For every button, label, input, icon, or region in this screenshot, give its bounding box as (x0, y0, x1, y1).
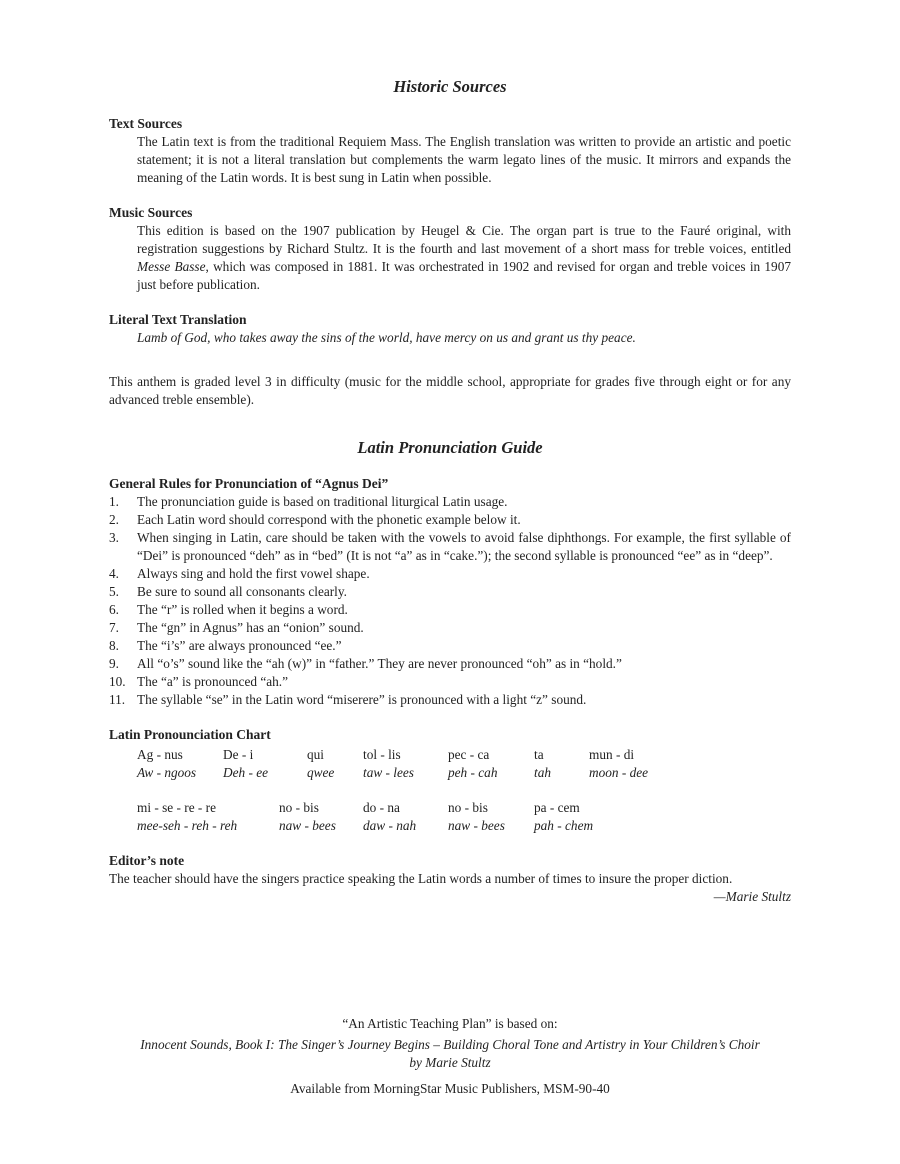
chart-row-latin-2 (137, 799, 791, 817)
rule-number: 4. (109, 566, 119, 581)
editors-note-heading: Editor’s note (109, 853, 185, 868)
footer-publisher: Available from MorningStar Music Publishers, MSM-90-40 (290, 1081, 610, 1096)
chart-phonetic-word: daw - nah (363, 818, 417, 833)
page-content (109, 78, 791, 906)
chart-latin-word: mun - di (589, 747, 635, 762)
editors-signature: —Marie Stultz (713, 889, 791, 904)
rule-number: 9. (109, 656, 119, 671)
rule-number: 10. (109, 674, 126, 689)
chart-latin-word: ta (534, 747, 544, 762)
chart-latin-word: Ag - nus (137, 747, 183, 762)
messe-basse-title: Messe Basse (137, 259, 206, 274)
music-sources-heading: Music Sources (109, 205, 193, 220)
chart-latin-word: tol - lis (363, 747, 401, 762)
rule-text: The syllable “se” in the Latin word “miserere” is pronounced with a light “z” sound. (137, 692, 587, 707)
chart-phonetic-word: naw - bees (279, 818, 336, 833)
rule-text: Always sing and hold the first vowel shape. (137, 566, 370, 581)
rule-number: 8. (109, 638, 119, 653)
chart-latin-word: pa - cem (534, 800, 580, 815)
chart-phonetic-word: naw - bees (448, 818, 505, 833)
chart-phonetic-word: tah (534, 765, 551, 780)
chart-phonetic-word: moon - dee (589, 765, 649, 780)
list-item (109, 655, 791, 673)
list-item (109, 529, 791, 565)
rule-text: The “r” is rolled when it begins a word. (137, 602, 348, 617)
list-item (109, 493, 791, 511)
list-item (109, 511, 791, 529)
literal-translation-body: Lamb of God, who takes away the sins of the world, have mercy on us and grant us thy peace. (137, 330, 636, 345)
general-rules-heading: General Rules for Pronunciation of “Agnus Dei” (109, 476, 389, 491)
historic-sources-title: Historic Sources (393, 77, 507, 96)
footer-based-on: “An Artistic Teaching Plan” is based on: (342, 1016, 558, 1031)
chart-latin-word: mi - se - re - re (137, 800, 217, 815)
chart-phonetic-word: mee-seh - reh - reh (137, 818, 238, 833)
chart-latin-word: do - na (363, 800, 400, 815)
chart-phonetic-word: taw - lees (363, 765, 414, 780)
text-sources-heading: Text Sources (109, 116, 183, 131)
footer-author: by Marie Stultz (409, 1055, 491, 1070)
rule-text: The pronunciation guide is based on traditional liturgical Latin usage. (137, 494, 508, 509)
chart-latin-word: qui (307, 747, 324, 762)
rule-text: Be sure to sound all consonants clearly. (137, 584, 347, 599)
rule-text: When singing in Latin, care should be taken with the vowels to avoid false diphthongs. For example, the first syllable of “Dei” is pronounced “deh” as in “bed” (It is not “a” as in “cake.”); the second syllable is pronounced “ee” as in “deep”. (137, 530, 791, 563)
chart-row-latin-1 (137, 746, 791, 764)
rule-text: Each Latin word should correspond with the phonetic example below it. (137, 512, 521, 527)
pronunciation-chart-heading: Latin Pronounciation Chart (109, 727, 271, 742)
rule-text: The “i’s” are always pronounced “ee.” (137, 638, 342, 653)
chart-latin-word: no - bis (279, 800, 319, 815)
editors-note-body: The teacher should have the singers practice speaking the Latin words a number of times to insure the proper diction. (109, 871, 733, 886)
music-sources-body-part2: , which was composed in 1881. It was orchestrated in 1902 and revised for organ and treble voices in 1907 just before publication. (137, 259, 791, 292)
rule-text: All “o’s” sound like the “ah (w)” in “father.” They are never pronounced “oh” as in “hold.” (137, 656, 622, 671)
chart-phonetic-word: qwee (307, 765, 335, 780)
grade-note: This anthem is graded level 3 in difficulty (music for the middle school, appropriate for grades five through eight or for any advanced treble ensemble). (109, 374, 791, 407)
chart-row-phonetic-1 (137, 764, 791, 782)
list-item (109, 619, 791, 637)
chart-row-phonetic-2 (137, 817, 791, 835)
rules-list (109, 493, 791, 709)
list-item (109, 583, 791, 601)
chart-phonetic-word: peh - cah (448, 765, 498, 780)
rule-number: 3. (109, 530, 119, 545)
rule-number: 7. (109, 620, 119, 635)
rule-number: 5. (109, 584, 119, 599)
chart-latin-word: De - i (223, 747, 254, 762)
list-item (109, 565, 791, 583)
rule-number: 6. (109, 602, 119, 617)
rule-text: The “a” is pronounced “ah.” (137, 674, 288, 689)
list-item (109, 691, 791, 709)
rule-text: The “gn” in Agnus” has an “onion” sound. (137, 620, 364, 635)
rule-number: 11. (109, 692, 126, 707)
chart-latin-word: pec - ca (448, 747, 490, 762)
pronunciation-chart (109, 746, 791, 835)
chart-phonetic-word: Aw - ngoos (137, 765, 197, 780)
music-sources-body-part1: This edition is based on the 1907 publication by Heugel & Cie. The organ part is true to the Fauré original, with registration suggestions by Richard Stultz. It is the fourth and last movement of a short mass for treble voices, entitled (137, 223, 791, 256)
chart-phonetic-word: Deh - ee (223, 765, 269, 780)
text-sources-body: The Latin text is from the traditional Requiem Mass. The English translation was written to provide an artistic and poetic statement; it is not a literal translation but complements the warm legato lines of the music. It mirrors and expands the meaning of the Latin words. It is best sung in Latin when possible. (137, 134, 791, 185)
rule-number: 1. (109, 494, 119, 509)
rule-number: 2. (109, 512, 119, 527)
list-item (109, 601, 791, 619)
literal-translation-heading: Literal Text Translation (109, 312, 247, 327)
music-sources-body (109, 222, 791, 294)
list-item (109, 673, 791, 691)
pronunciation-guide-title: Latin Pronunciation Guide (357, 438, 543, 457)
footer-book-title: Innocent Sounds, Book I: The Singer’s Journey Begins – Building Choral Tone and Artistry in Your Children’s Choir (140, 1037, 760, 1052)
list-item (109, 637, 791, 655)
chart-latin-word: no - bis (448, 800, 488, 815)
chart-phonetic-word: pah - chem (534, 818, 594, 833)
